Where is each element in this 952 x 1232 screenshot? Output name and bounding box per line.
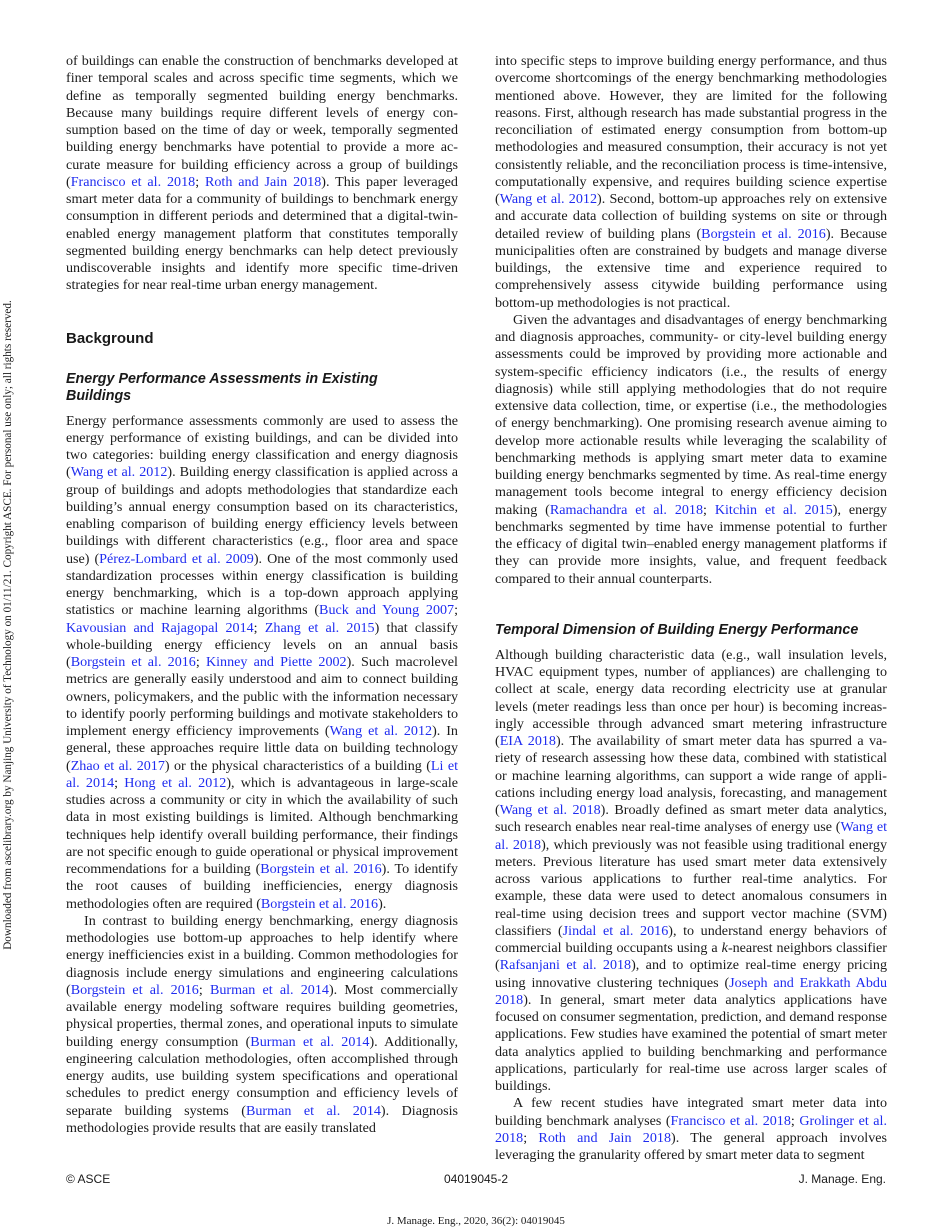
citation-link[interactable]: Jindal et al. 2016	[562, 922, 669, 939]
citation-link[interactable]: Li et al. 2014	[66, 757, 458, 791]
left-column	[66, 53, 458, 1137]
assessments-paragraph: Energy performance assessments commonly are used to assess the energy performance of existing buildings, and can be divided into two categories: building energy classification and energy diagnosis (Wang et al. 2012). Building energy classification is applied across a group of buildings and adopts methodologies that standardize each building’s annual energy consumption based on its characteristics, enabling comparison of building energy efficiency levels between buildings with different characteristics (e.g., floor area and space use) (Pérez-Lombard et al. 2009). One of the most commonly used standardization processes within energy classification is building energy benchmarking, which is a top-down approach applying statistics or machine learning algorithms (Buck and Young 2007; Kavousian and Rajagopal 2014; Zhang et al. 2015) that classify whole-building energy efficiency levels on an annual basis (Borgstein et al. 2016; Kinney and Piette 2002). Such macrolevel metrics are generally easily understood and aim to connect building owners, policymakers, and the public with the information necessary to identify poorly performing buildings and motivate stakeholders to implement energy efficiency improvements (Wang et al. 2012). In general, these approaches require little data on building technology (Zhao et al. 2017) or the physical characteristics of a building (Li et al. 2014; Hong et al. 2012), which is advantageous in large-scale studies across a community or city in which the availability of such data in most existing buildings is limited. Although benchmarking techniques help identify overall building performance, their findings are not specific enough to guide operational or physical improvement recommendations for a building (Borgstein et al. 2016). To identify the root causes of building inefficiencies, energy diagnosis methodologies often are required (Borgstein et al. 2016).	[66, 412, 459, 912]
footer-copyright: © ASCE	[66, 1172, 111, 1186]
citation-link[interactable]: Kavousian and Rajagopal 2014	[66, 619, 254, 636]
citation-link[interactable]: Burman et al. 2014	[209, 981, 329, 998]
citation-link[interactable]: Burman et al. 2014	[250, 1033, 370, 1050]
citation-link[interactable]: Grolinger et al. 2018	[495, 1112, 887, 1146]
diagnosis-paragraph-continued: into specific steps to improve building energy performance, and thus overcome shortcomings of the energy benchmarking methodologies mentioned above. However, they are limited for the following reasons. First, although research has made substantial progress in the reconciliation of estimated energy consumption from bottom-up methodologies and measured consumption, their accuracy is not yet consistently reliable, and the reconciliation process is time-intensive, computationally expensive, and requires building science expertise (Wang et al. 2012). Second, bottom-up approaches rely on extensive and accurate data collection of building systems on site or through detailed review of building plans (Borgstein et al. 2016). Because municipalities often are constrained by budgets and manage diverse buildings, the extensive time and experience required to comprehensively assess citywide building performance using bottom-up methodologies is not practical.	[495, 53, 887, 311]
citation-link[interactable]: Zhang et al. 2015	[264, 619, 375, 636]
citation-link[interactable]: Borgstein et al. 2016	[70, 981, 199, 998]
intro-paragraph-continued: of buildings can enable the construction of benchmarks developed at finer temporal scales and across specific time segments, which we define as temporally segmented building energy benchmarks. Because many buildings require different levels of energy consumption based on the time of day or week, temporally segmented building energy benchmarks have potential to provide a more accurate measure for building efficiency across a group of buildings (Francisco et al. 2018; Roth and Jain 2018). This paper leveraged smart meter data for a community of buildings to benchmark energy consumption in different periods and determined that a digital-twin-enabled energy management platform that constitutes temporally segmented building energy benchmarks can help detect previously undiscoverable insights and identify more specific time-driven strategies for near real-time urban energy management.	[66, 53, 458, 294]
citation-note: J. Manage. Eng., 2020, 36(2): 04019045	[387, 1215, 565, 1227]
advantages-paragraph: Given the advantages and disadvantages of energy benchmarking and diagnosis approaches, community- or city-level building energy assessments could be improved by providing more actionable and system-specific efficiency indicators (i.e., the results of energy diagnosis) while still applying methodologies that do not require extensive data collection, time, or expertise (i.e., the methodologies of energy benchmarking). One promising research avenue aiming to develop more actionable results while leveraging the scalability of benchmarking methods is applying smart meter data to examine building energy benchmarks segmented by time. As real-time energy management tools become integral to energy efficiency decision making (Ramachandra et al. 2018; Kitchin et al. 2015), energy benchmarks segmented by time have immense potential to further the efficacy of digital twin–enabled energy management platforms if they can provide more insights, value, and frequent feedback compared to their annual counterparts.	[495, 311, 887, 587]
citation-link[interactable]: Rafsanjani et al. 2018	[499, 957, 632, 974]
right-column	[495, 53, 887, 1164]
footer-page-id: 04019045-2	[443, 1172, 509, 1186]
subsection-heading-temporal: Temporal Dimension of Building Energy Performance	[495, 621, 859, 638]
citation-link[interactable]: Wang et al. 2012	[70, 464, 168, 481]
section-heading-background: Background	[66, 329, 154, 347]
footer-journal: J. Manage. Eng.	[798, 1172, 886, 1186]
citation-link[interactable]: Wang et al. 2012	[329, 723, 433, 739]
recent-studies-paragraph: A few recent studies have integrated smart meter data into building benchmark analyses (Francisco et al. 2018; Grolinger et al. 2018; Roth and Jain 2018). The general approach involves leveraging the granularity offered by smart meter data to segment	[495, 1095, 887, 1163]
citation-link[interactable]: Francisco et al. 2018	[70, 173, 196, 190]
subsection-heading-assessments: Energy Performance Assessments in Existing Buildings	[66, 370, 378, 404]
citation-link[interactable]: Kitchin et al. 2015	[714, 501, 833, 518]
citation-link[interactable]: Roth and Jain 2018	[204, 173, 322, 190]
citation-link[interactable]: Wang et al. 2018	[499, 802, 601, 818]
citation-link[interactable]: Roth and Jain 2018	[538, 1129, 671, 1146]
citation-link[interactable]: Zhao et al. 2017	[70, 757, 165, 774]
citation-link[interactable]: EIA 2018	[499, 733, 556, 749]
citation-link[interactable]: Borgstein et al. 2016	[70, 654, 196, 670]
citation-link[interactable]: Ramachandra et al. 2018	[549, 501, 704, 518]
citation-link[interactable]: Kinney and Piette 2002	[205, 654, 347, 670]
citation-link[interactable]: Borgstein et al. 2016	[701, 225, 826, 242]
citation-link[interactable]: Wang et al. 2018	[495, 819, 888, 853]
download-notice: Downloaded from ascelibrary.org by Nanjing University of Technology on 01/11/21. Copyright ASCE. For personal use only; all rights reserved.	[2, 300, 14, 950]
citation-link[interactable]: Wang et al. 2012	[499, 191, 597, 207]
citation-link[interactable]: Buck and Young 2007	[319, 602, 455, 619]
citation-link[interactable]: Hong et al. 2012	[124, 774, 227, 791]
citation-link[interactable]: Borgstein et al. 2016	[260, 895, 379, 912]
citation-link[interactable]: Pérez-Lombard et al. 2009	[99, 550, 254, 567]
temporal-paragraph: Although building characteristic data (e.g., wall insulation levels, HVAC equipment types, number of appliances) are challenging to collect at scale, energy data recording electricity use at granular levels (meter readings less than once per hour) is becoming increasingly accessible through advanced smart metering infrastructure (EIA 2018). The availability of smart meter data has spurred a variety of research assessing how these data, combined with statistical or machine learning algorithms, can support a wide range of applications including energy load analysis, forecasting, and management (Wang et al. 2018). Broadly defined as smart meter data analytics, such research enables near real-time analyses of energy use (Wang et al. 2018), which previously was not feasible using traditional energy meters. Previous literature has used smart meter data extensively across various applications to further real-time analytics. For example, these data were used to detect anomalous consumers in real-time using decision trees and support vector machine (SVM) classifiers (Jindal et al. 2016), to understand energy behaviors of commercial building occupants using a k-nearest neighbors classifier (Rafsanjani et al. 2018), and to optimize real-time energy pricing using innovative clustering techniques (Joseph and Erakkath Abdu 2018). In general, smart meter data analytics applications have focused on consumer segmentation, prediction, and demand response applications. Few studies have examined the potential of smart meter data analytics applied to building benchmarking and performance applications, particularly for real-time use across larger scales of buildings.	[495, 646, 888, 1094]
citation-link[interactable]: Borgstein et al. 2016	[260, 861, 382, 877]
citation-link[interactable]: Burman et al. 2014	[245, 1102, 381, 1119]
citation-link[interactable]: Francisco et al. 2018	[670, 1112, 791, 1129]
diagnosis-paragraph: In contrast to building energy benchmarking, energy diagnosis methodologies use bottom-up approaches to help identify where energy inefficiencies exist in a building. Common methodologies for diagnosis include energy simulations and engineering calculations (Borgstein et al. 2016; Burman et al. 2014). Most commercially available energy modeling software requires building geometries, physical properties, thermal zones, and operational inputs to simulate building energy consumption (Burman et al. 2014). Additionally, engineering calculation methodologies, often accomplished through energy audits, use building system specifications and operational schedules to predict energy consumption and efficiency levels of separate building systems (Burman et al. 2014). Diagnosis methodologies provide results that are easily translated	[66, 912, 459, 1136]
citation-link[interactable]: Joseph and Erakkath Abdu 2018	[495, 974, 887, 1008]
